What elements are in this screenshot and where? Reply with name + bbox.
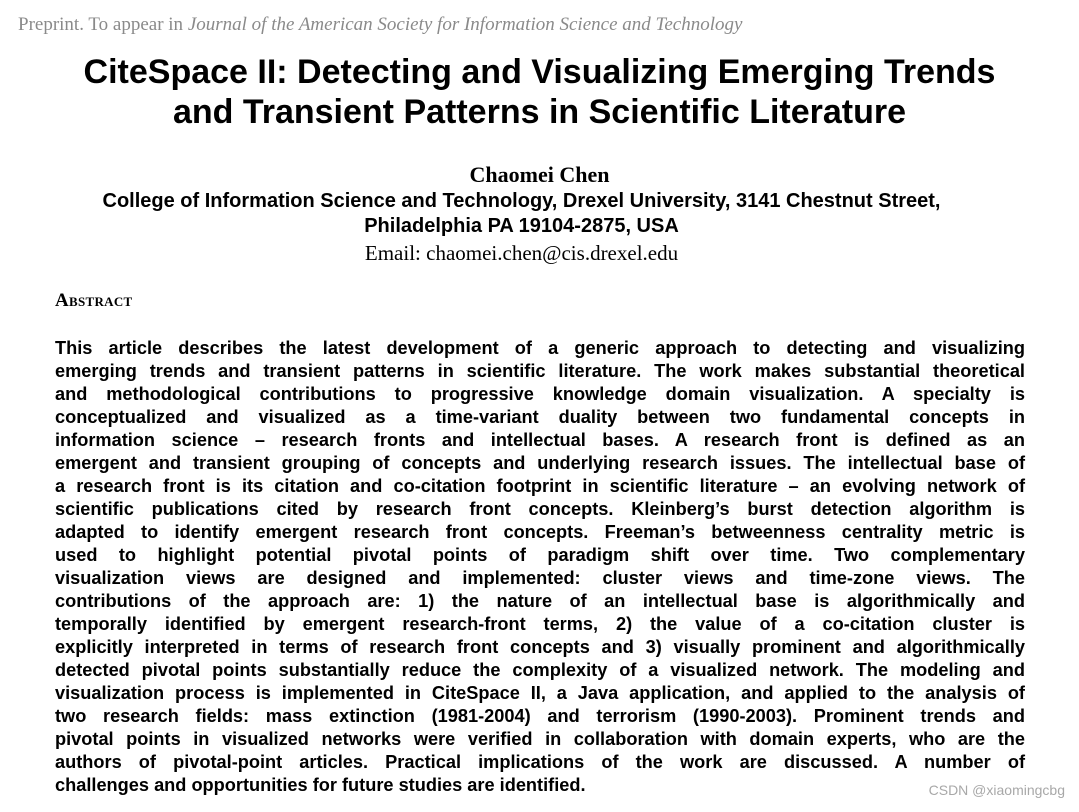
csdn-watermark: CSDN @xiaomingcbg (928, 782, 1065, 798)
abstract-line: visualization views are designed and implemented: cluster views and time-zone views. The (55, 568, 1025, 588)
abstract-line: information science – research fronts and intellectual bases. A research front is defined as an (55, 430, 1025, 450)
abstract-line: emergent and transient grouping of concepts and underlying research issues. The intellectual base of (55, 453, 1025, 473)
abstract-line: and methodological contributions to progressive knowledge domain visualization. A specialty is (55, 384, 1025, 404)
abstract-line: visualization process is implemented in CiteSpace II, a Java application, and applied to the analysis of (55, 683, 1025, 703)
abstract-line: temporally identified by emergent research-front terms, 2) the value of a co-citation cluster is (55, 614, 1025, 634)
abstract-line: challenges and opportunities for future studies are identified. (55, 775, 586, 795)
abstract-line: authors of pivotal-point articles. Practical implications of the work are discussed. A number of (55, 752, 1025, 772)
abstract-line: This article describes the latest development of a generic approach to detecting and visualizing (55, 338, 1025, 358)
abstract-line: used to highlight potential pivotal points of paradigm shift over time. Two complementary (55, 545, 1025, 565)
paper-title-line-1: CiteSpace II: Detecting and Visualizing Emerging Trends (83, 53, 996, 91)
abstract-line: conceptualized and visualized as a time-variant duality between two fundamental concepts in (55, 407, 1025, 427)
preprint-notice (18, 14, 742, 36)
affiliation-line-1: College of Information Science and Technology, Drexel University, 3141 Chestnut Street, (102, 190, 941, 212)
abstract-line: scientific publications cited by research front concepts. Kleinberg’s burst detection algorithm is (55, 499, 1025, 519)
abstract-line: explicitly interpreted in terms of research front concepts and 3) visually prominent and algorithmically (55, 637, 1025, 657)
abstract-line: adapted to identify emergent research front concepts. Freeman’s betweenness centrality metric is (55, 522, 1025, 542)
journal-name: Journal of the American Society for Information Science and Technology (187, 14, 743, 35)
abstract-line: emerging trends and transient patterns in scientific literature. The work makes substantial theoretical (55, 361, 1025, 381)
abstract-line: a research front is its citation and co-citation footprint in scientific literature – an evolving network of (55, 476, 1025, 496)
abstract-body (55, 337, 1025, 797)
abstract-line: contributions of the approach are: 1) the nature of an intellectual base is algorithmically and (55, 591, 1025, 611)
abstract-line: detected pivotal points substantially reduce the complexity of a visualized network. The modeling and (55, 660, 1025, 680)
preprint-prefix: Preprint. To appear in (18, 14, 188, 35)
author-email: Email: chaomei.chen@cis.drexel.edu (364, 241, 679, 265)
paper-title-line-2: and Transient Patterns in Scientific Literature (172, 93, 907, 131)
abstract-line: two research fields: mass extinction (1981-2004) and terrorism (1990-2003). Prominent trends and (55, 706, 1025, 726)
paper-title (0, 52, 1079, 132)
author-affiliation (0, 189, 1043, 239)
abstract-heading: Abstract (55, 290, 133, 311)
author-name: Chaomei Chen (469, 162, 610, 187)
abstract-line: pivotal points in visualized networks were verified in collaboration with domain experts, who are the (55, 729, 1025, 749)
affiliation-line-2: Philadelphia PA 19104-2875, USA (364, 215, 679, 237)
